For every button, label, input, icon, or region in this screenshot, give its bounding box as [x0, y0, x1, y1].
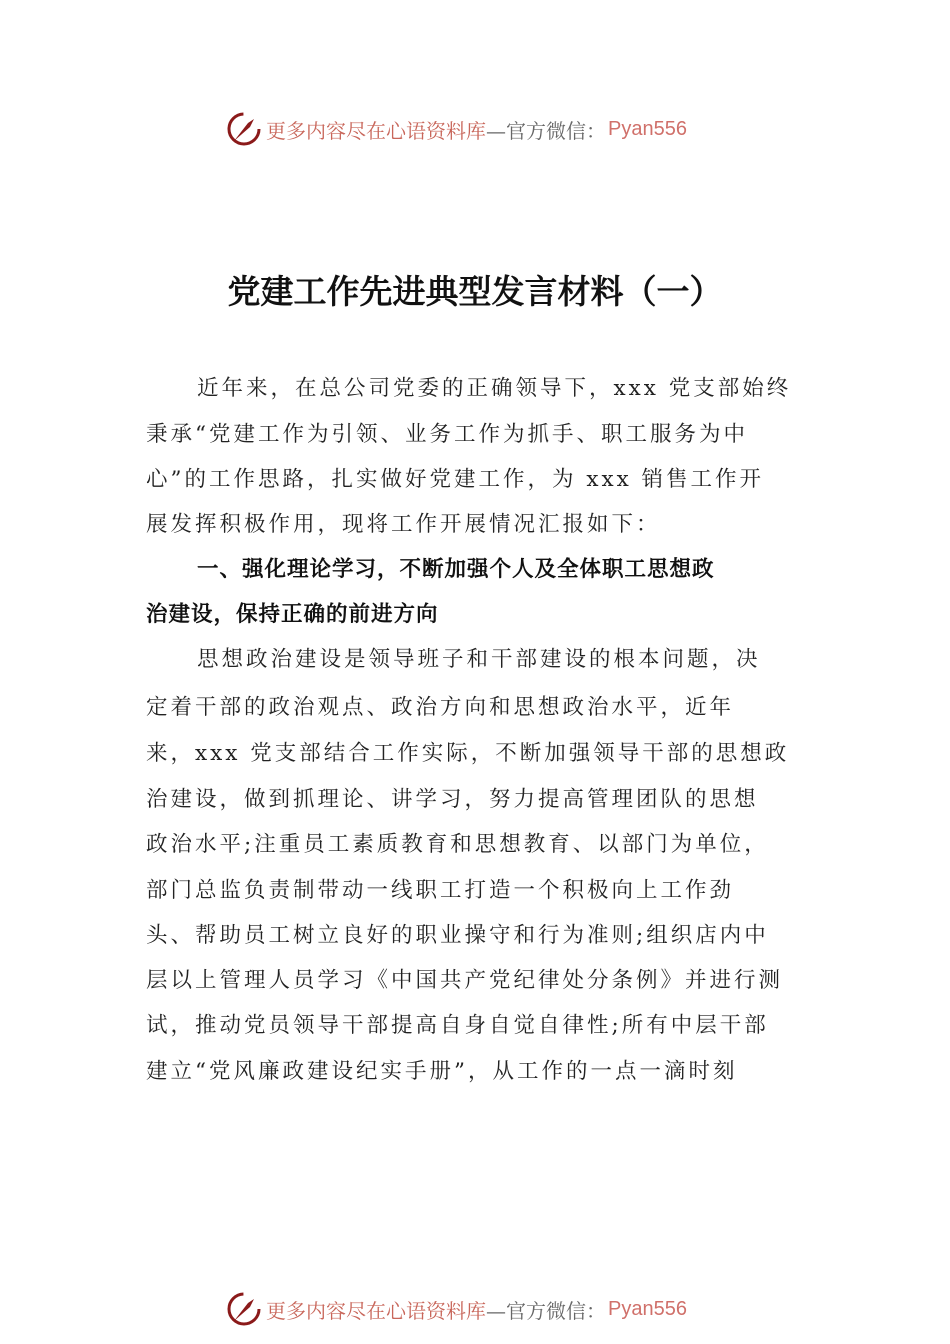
paragraph-line: 头、帮助员工树立良好的职业操守和行为准则;组织店内中 [146, 923, 769, 948]
paragraph-line: 思想政治建设是领导班子和干部建设的根本问题，决 [197, 647, 761, 672]
paragraph-line: 试，推动党员领导干部提高自身自觉自律性;所有中层干部 [146, 1013, 769, 1038]
section-heading-line: 治建设，保持正确的前进方向 [146, 602, 439, 627]
paragraph-line: 近年来，在总公司党委的正确领导下，xxx 党支部始终 [197, 376, 792, 401]
paragraph-line: 政治水平;注重员工素质教育和思想教育、以部门为单位， [146, 832, 769, 857]
paragraph-line: 部门总监负责制带动一线职工打造一个积极向上工作劲 [146, 878, 735, 903]
paragraph-line: 治建设，做到抓理论、讲学习，努力提高管理团队的思想 [146, 787, 759, 812]
paragraph-line: 建立“党风廉政建设纪实手册”，从工作的一点一滴时刻 [146, 1059, 738, 1084]
paragraph-line: 心”的工作思路，扎实做好党建工作，为 xxx 销售工作开 [146, 467, 765, 492]
header-watermark-banner [226, 109, 687, 149]
paragraph-line: 来，xxx 党支部结合工作实际，不断加强领导干部的思想政 [146, 741, 790, 766]
banner-wechat-id: Pyan556 [608, 1297, 687, 1320]
document-title: 党建工作先进典型发言材料（一） [227, 272, 723, 311]
banner-text: 更多内容尽在心语资料库 [266, 1298, 486, 1323]
paragraph-line: 定着干部的政治观点、政治方向和思想政治水平，近年 [146, 695, 735, 720]
banner-wechat-label: —官方微信： [486, 1298, 606, 1323]
paragraph-line: 层以上管理人员学习《中国共产党纪律处分条例》并进行测 [146, 968, 784, 993]
section-heading-line: 一、强化理论学习，不断加强个人及全体职工思想政 [197, 557, 715, 582]
footer-watermark-banner [226, 1289, 687, 1329]
banner-wechat-id: Pyan556 [608, 117, 687, 140]
banner-text: 更多内容尽在心语资料库 [266, 118, 486, 143]
quill-pen-logo-icon [226, 111, 262, 147]
banner-wechat-label: —官方微信： [486, 118, 606, 143]
paragraph-line: 展发挥积极作用，现将工作开展情况汇报如下： [146, 512, 661, 537]
quill-pen-logo-icon [226, 1291, 262, 1327]
paragraph-line: 秉承“党建工作为引领、业务工作为抓手、职工服务为中 [146, 422, 748, 447]
